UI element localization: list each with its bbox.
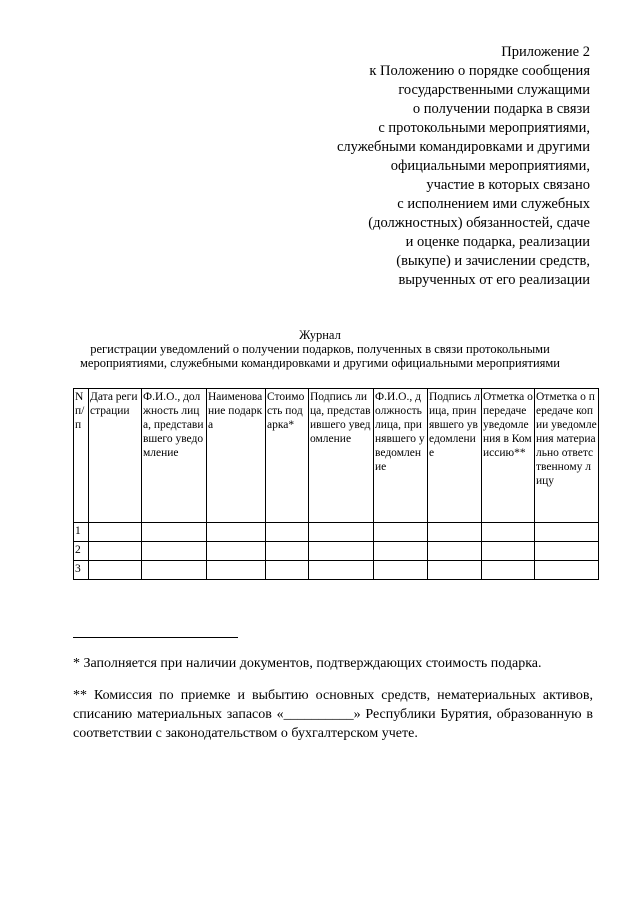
appendix-line: о получении подарка в связи — [412, 101, 590, 117]
table-cell — [482, 542, 535, 561]
journal-title: Журнал — [299, 328, 341, 342]
appendix-line: и оценке подарка, реализации — [405, 234, 590, 250]
header-commission-mark: Отметка о передаче уведомления в Комиссию** — [482, 389, 535, 523]
journal-title-block — [0, 328, 640, 370]
appendix-header — [290, 43, 590, 290]
table-cell — [428, 523, 482, 542]
table-cell — [89, 523, 142, 542]
appendix-line: (должностных) обязанностей, сдаче — [368, 215, 590, 231]
table-cell — [482, 523, 535, 542]
header-receiver-signature: Подпись лица, принявшего уведомление — [428, 389, 482, 523]
table-cell: 3 — [74, 561, 89, 580]
table-cell — [374, 523, 428, 542]
table-cell — [374, 542, 428, 561]
table-cell — [266, 523, 309, 542]
footnote-divider — [73, 637, 238, 638]
appendix-line: к Положению о порядке сообщения — [369, 63, 590, 79]
table-cell: 2 — [74, 542, 89, 561]
appendix-line: Приложение 2 — [501, 44, 590, 60]
journal-subtitle-line-2: мероприятиями, служебными командировками и другими официальными мероприятиями — [80, 356, 560, 370]
table-cell — [309, 561, 374, 580]
table-cell — [207, 561, 266, 580]
table-cell — [266, 561, 309, 580]
header-submitter-name: Ф.И.О., должность лица, представившего уведомление — [142, 389, 207, 523]
table-cell — [207, 542, 266, 561]
footnote-2: ** Комиссия по приемке и выбытию основных средств, нематериальных активов, списанию материальных запасов «__________» Республики Бурятия, образованную в соответствии с законодательством о бухгалтерском учете. — [73, 688, 593, 741]
appendix-line: с исполнением ими служебных — [397, 196, 590, 212]
footnote-1: * Заполняется при наличии документов, подтверждающих стоимость подарка. — [73, 656, 542, 671]
journal-table-wrap — [73, 388, 599, 580]
journal-subtitle-line-1: регистрации уведомлений о получении подарков, полученных в связи протокольными — [90, 342, 550, 356]
table-cell — [89, 542, 142, 561]
table-cell — [89, 561, 142, 580]
table-cell — [428, 561, 482, 580]
appendix-line: участие в которых связано — [426, 177, 590, 193]
table-row — [74, 542, 599, 561]
table-cell — [374, 561, 428, 580]
table-header-row — [74, 389, 599, 523]
table-row — [74, 561, 599, 580]
table-cell — [309, 542, 374, 561]
table-cell — [535, 542, 599, 561]
appendix-line: вырученных от его реализации — [398, 272, 590, 288]
table-cell — [207, 523, 266, 542]
appendix-line: государственными служащими — [398, 82, 590, 98]
table-cell — [535, 523, 599, 542]
table-cell — [142, 542, 207, 561]
header-copy-mark: Отметка о передаче копии уведомления материально ответственному лицу — [535, 389, 599, 523]
table-cell: 1 — [74, 523, 89, 542]
table-cell — [142, 561, 207, 580]
header-number: N п/п — [74, 389, 89, 523]
header-date: Дата регистрации — [89, 389, 142, 523]
journal-table — [73, 388, 599, 580]
table-cell — [428, 542, 482, 561]
appendix-line: служебными командировками и другими — [336, 139, 590, 155]
table-cell — [266, 542, 309, 561]
header-gift-cost: Стоимость подарка* — [266, 389, 309, 523]
header-gift-name: Наименование подарка — [207, 389, 266, 523]
table-row — [74, 523, 599, 542]
appendix-line: официальными мероприятиями, — [390, 158, 590, 174]
header-receiver-name: Ф.И.О., должность лица, принявшего уведомление — [374, 389, 428, 523]
table-cell — [482, 561, 535, 580]
header-submitter-signature: Подпись лица, представившего уведомление — [309, 389, 374, 523]
appendix-line: (выкупе) и зачислении средств, — [396, 253, 590, 269]
table-cell — [535, 561, 599, 580]
appendix-line: с протокольными мероприятиями, — [378, 120, 590, 136]
table-cell — [309, 523, 374, 542]
table-cell — [142, 523, 207, 542]
